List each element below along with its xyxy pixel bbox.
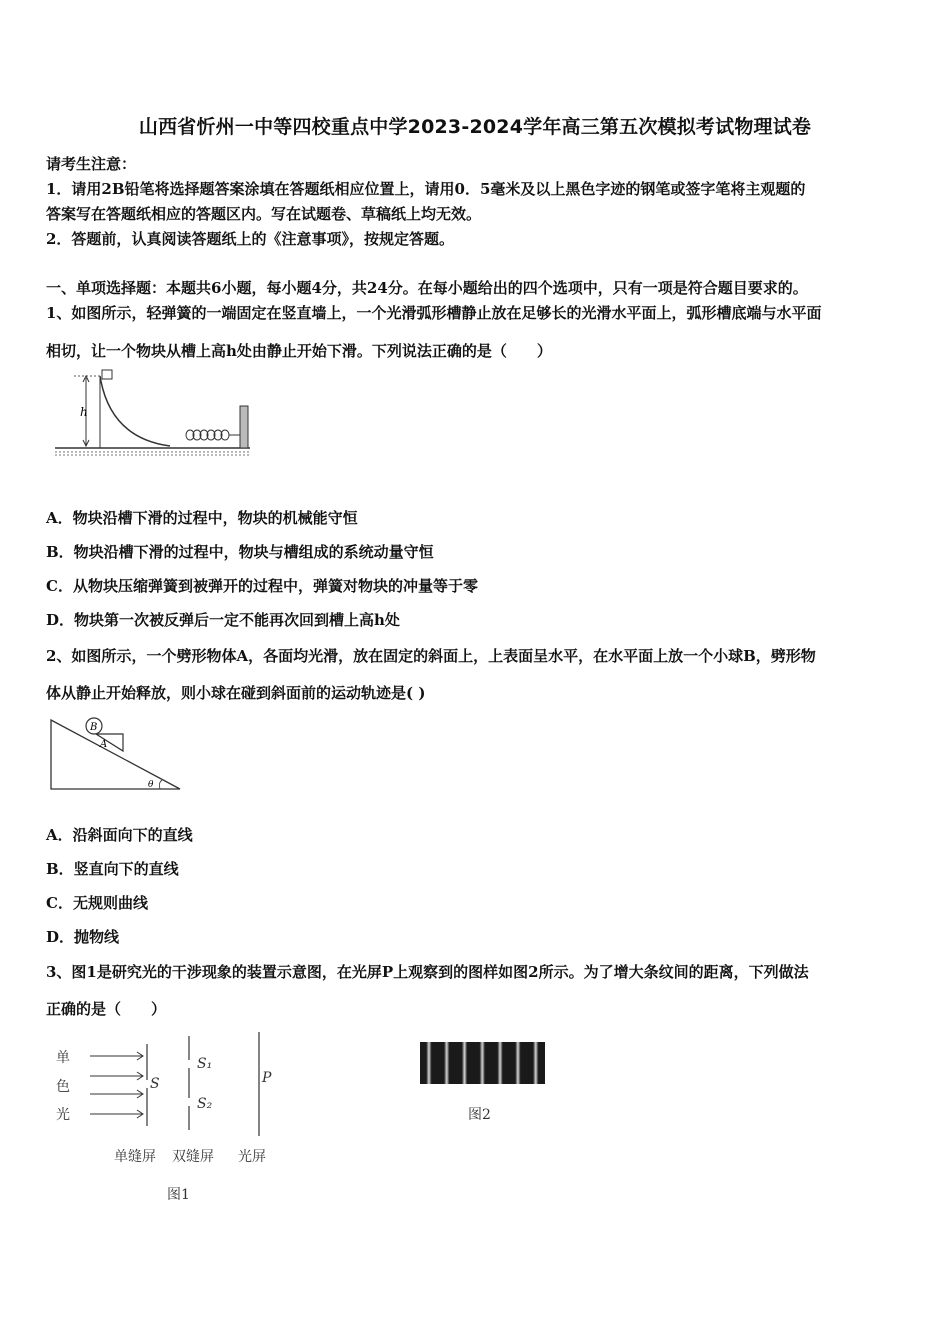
q2-fig-a-label: A: [100, 739, 108, 750]
q1-figure: [50, 368, 260, 463]
q1-option-b: B．物块沿槽下滑的过程中，物块与槽组成的系统动量守恒: [46, 543, 434, 561]
q3-fig1-screen-label: 光屏: [238, 1149, 266, 1165]
q3-fig1-s1-label: S₁: [197, 1056, 213, 1072]
q3-fig1-apparatus: [85, 1030, 285, 1140]
section-heading: 一、单项选择题：本题共6小题，每小题4分，共24分。在每小题给出的四个选项中，只有一项是符合题目要求的。: [46, 279, 808, 297]
q2-fig-theta-label: θ: [148, 780, 154, 790]
q2-figure: [48, 714, 188, 794]
q2-fig-b-label: B: [90, 722, 98, 733]
q3-fig1-single-slit-label: 单缝屏: [114, 1149, 156, 1165]
q1-option-d: D．物块第一次被反弹后一定不能再次回到槽上高h处: [46, 611, 400, 629]
q1-fig-h-label: h: [80, 405, 88, 419]
q2-stem-line2: 体从静止开始释放，则小球在碰到斜面前的运动轨迹是( ): [46, 684, 426, 702]
q1-option-c: C．从物块压缩弹簧到被弹开的过程中，弹簧对物块的冲量等于零: [46, 577, 478, 595]
q1-option-a: A．物块沿槽下滑的过程中，物块的机械能守恒: [46, 509, 358, 527]
page-title: 山西省忻州一中等四校重点中学2023-2024学年高三第五次模拟考试物理试卷: [138, 116, 812, 138]
q3-fig2-caption: 图2: [468, 1107, 491, 1123]
q3-fig1-s-label: S: [150, 1076, 160, 1092]
q2-option-d: D．抛物线: [46, 928, 120, 946]
q2-stem-line1: 2、如图所示，一个劈形物体A，各面均光滑，放在固定的斜面上，上表面呈水平，在水平面上放一个小球B，劈形物: [46, 647, 816, 665]
q3-stem-line1: 3、图1是研究光的干涉现象的装置示意图，在光屏P上观察到的图样如图2所示。为了增大条纹间的距离，下列做法: [46, 963, 809, 981]
q3-fig1-s2-label: S₂: [197, 1096, 213, 1112]
q2-option-c: C．无规则曲线: [46, 894, 148, 912]
notice-line-2: 答案写在答题纸相应的答题区内。写在试题卷、草稿纸上均无效。: [46, 205, 482, 223]
notice-line-3: 2．答题前，认真阅读答题纸上的《注意事项》，按规定答题。: [46, 230, 454, 248]
q2-option-a: A．沿斜面向下的直线: [46, 826, 193, 844]
q3-stem-line2: 正确的是（ ）: [46, 1000, 167, 1018]
q1-stem-line2: 相切，让一个物块从槽上高h处由静止开始下滑。下列说法正确的是（ ）: [46, 342, 552, 360]
q3-fig1-source-char-1: 单: [56, 1050, 70, 1066]
q3-fig1-source-char-2: 色: [56, 1079, 70, 1095]
q3-fig1-caption: 图1: [167, 1187, 190, 1203]
notice-line-1: 1．请用2B铅笔将选择题答案涂填在答题纸相应位置上，请用0．5毫米及以上黑色字迹的钢笔或签字笔将主观题的: [46, 180, 806, 198]
q3-fig1-p-label: P: [262, 1070, 272, 1086]
q3-fig1-source-char-3: 光: [56, 1107, 70, 1123]
q2-option-b: B．竖直向下的直线: [46, 860, 179, 878]
q3-fig2-fringes: [420, 1042, 545, 1084]
notice-heading: 请考生注意：: [46, 155, 137, 173]
q3-fig1-double-slit-label: 双缝屏: [172, 1149, 214, 1165]
q1-stem-line1: 1、如图所示，轻弹簧的一端固定在竖直墙上，一个光滑弧形槽静止放在足够长的光滑水平面上，弧形槽底端与水平面: [46, 304, 822, 322]
